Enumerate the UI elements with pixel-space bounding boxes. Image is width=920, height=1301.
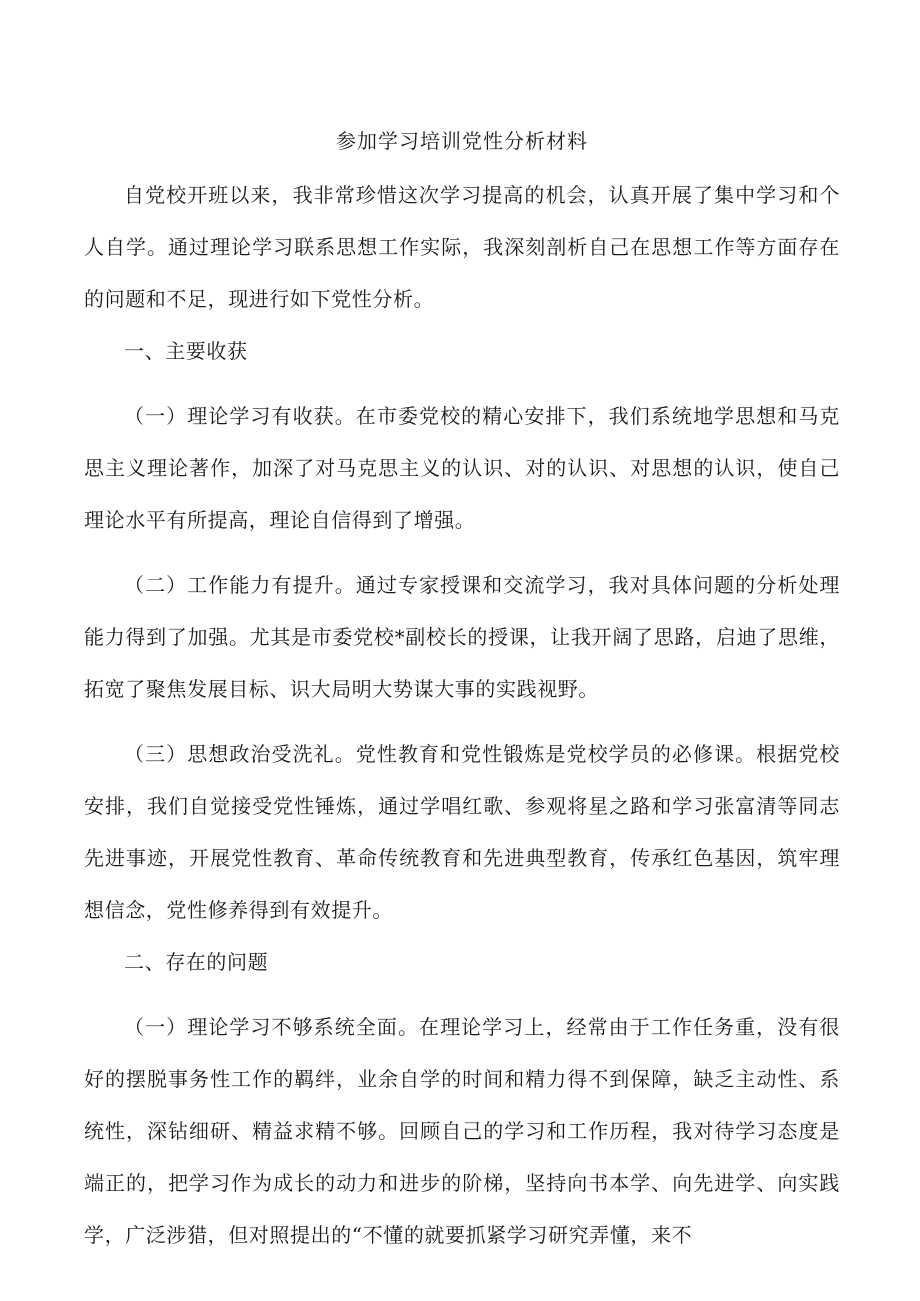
paragraph-theory-not-systematic: （一）理论学习不够系统全面。在理论学习上，经常由于工作任务重，没有很好的摆脱事务性工作的羁绊，业余自学的时间和精力得不到保障，缺乏主动性、系统性，深钻细研、精益求精不够。回顾自己的学习和工作历程，我对待学习态度是端正的，把学习作为成长的动力和进步的阶梯，坚持向书本学、向先进学、向实践学，广泛涉猎，但对照提出的“不懂的就要抓紧学习研究弄懂，来不 [84, 1015, 840, 1247]
document-body [84, 126, 840, 1261]
paragraph-political-baptism: （三）思想政治受洗礼。党性教育和党性锻炼是党校学员的必修课。根据党校安排，我们自觉接受党性锤炼，通过学唱红歌、参观将星之路和学习张富清等同志先进事迹，开展党性教育、革命传统教育和先进典型教育，传承红色基因，筑牢理想信念，党性修养得到有效提升。 [84, 742, 840, 922]
paragraph-work-ability: （二）工作能力有提升。通过专家授课和交流学习，我对具体问题的分析处理能力得到了加强。尤其是市委党校*副校长的授课，让我开阔了思路，启迪了思维，拓宽了聚焦发展目标、识大局明大势谋大事的实践视野。 [84, 573, 840, 701]
document-title: 参加学习培训党性分析材料 [336, 129, 588, 153]
intro-paragraph: 自党校开班以来，我非常珍惜这次学习提高的机会，认真开展了集中学习和个人自学。通过理论学习联系思想工作实际，我深刻剖析自己在思想工作等方面存在的问题和不足，现进行如下党性分析。 [84, 183, 840, 311]
section-heading-existing-problems: 二、存在的问题 [124, 950, 269, 974]
paragraph-theory-study: （一）理论学习有收获。在市委党校的精心安排下，我们系统地学思想和马克思主义理论著作，加深了对马克思主义的认识、对的认识、对思想的认识，使自己理论水平有所提高，理论自信得到了增强。 [84, 404, 840, 532]
section-heading-main-gains: 一、主要收获 [124, 339, 248, 363]
